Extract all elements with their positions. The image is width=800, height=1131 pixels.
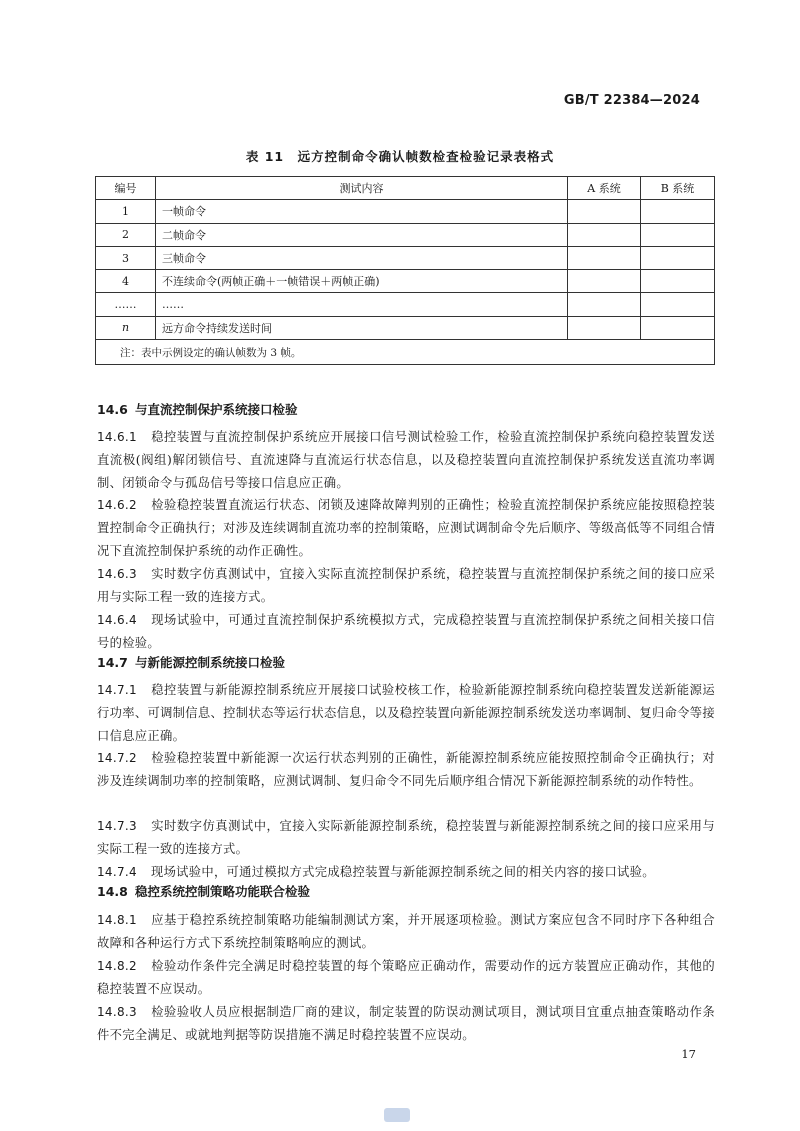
row-content: 一帧命令: [156, 200, 568, 223]
row-number: ……: [96, 293, 156, 316]
page-number: 17: [681, 1047, 696, 1061]
cell-a-system: [568, 293, 641, 316]
table-row: [96, 223, 715, 246]
clause-number: 14.6.4: [97, 613, 137, 627]
clause-text: 检验动作条件完全满足时稳控装置的每个策略应正确动作，需要动作的远方装置应正确动作，其他的稳控装置不应误动。: [97, 959, 715, 996]
clause-text: 检验稳控装置中新能源一次运行状态判别的正确性，新能源控制系统应能按照控制命令正确执行；对涉及连续调制功率的控制策略，应测试调制、复归命令不同先后顺序组合情况下新能源控制系统的动作特性。: [97, 751, 715, 788]
cell-a-system: [568, 200, 641, 223]
section-heading: [97, 882, 310, 900]
clause-number: 14.7.4: [97, 865, 137, 879]
row-content: 远方命令持续发送时间: [156, 316, 568, 339]
cell-b-system: [641, 293, 715, 316]
column-header: 编号: [96, 177, 156, 200]
clause-number: 14.7.3: [97, 819, 137, 833]
clause-number: 14.7.1: [97, 683, 137, 697]
row-content: 三帧命令: [156, 246, 568, 269]
section-heading: [97, 653, 285, 671]
clause-text: 现场试验中，可通过直流控制保护系统模拟方式，完成稳控装置与直流控制保护系统之间相关接口信号的检验。: [97, 613, 715, 650]
paragraph: [97, 861, 715, 884]
table-row: [96, 246, 715, 269]
paragraph: [97, 955, 715, 1001]
cell-b-system: [641, 270, 715, 293]
cell-a-system: [568, 316, 641, 339]
record-table: [95, 176, 715, 365]
table-header-row: [96, 177, 715, 200]
table-row: [96, 200, 715, 223]
clause-number: 14.6.3: [97, 567, 137, 581]
clause-number: 14.8.1: [97, 913, 137, 927]
table-row: [96, 316, 715, 339]
clause-text: 实时数字仿真测试中，宜接入实际新能源控制系统，稳控装置与新能源控制系统之间的接口应采用与实际工程一致的连接方式。: [97, 819, 715, 856]
section-title: 稳控系统控制策略功能联合检验: [135, 884, 311, 899]
clause-text: 应基于稳控系统控制策略功能编制测试方案，并开展逐项检验。测试方案应包含不同时序下各种组合故障和各种运行方式下系统控制策略响应的测试。: [97, 913, 715, 950]
row-content: ……: [156, 293, 568, 316]
standard-code: GB/T 22384—2024: [563, 93, 700, 108]
section-number: 14.8: [97, 884, 128, 899]
clause-text: 稳控装置与新能源控制系统应开展接口试验校核工作，检验新能源控制系统向稳控装置发送新能源运行功率、可调制信息、控制状态等运行状态信息，以及稳控装置向新能源控制系统发送功率调制、复归命令等接口信息应正确。: [97, 683, 715, 743]
row-content: 不连续命令(两帧正确＋一帧错误＋两帧正确): [156, 270, 568, 293]
section-title: 与直流控制保护系统接口检验: [135, 402, 298, 417]
column-header: A 系统: [568, 177, 641, 200]
cell-b-system: [641, 223, 715, 246]
cell-b-system: [641, 246, 715, 269]
paragraph: [97, 679, 715, 747]
cell-b-system: [641, 316, 715, 339]
paragraph: [97, 609, 715, 655]
clause-number: 14.8.2: [97, 959, 137, 973]
watermark-logo: [384, 1108, 410, 1122]
row-content: 二帧命令: [156, 223, 568, 246]
cell-b-system: [641, 200, 715, 223]
paragraph: [97, 747, 715, 793]
table-row: [96, 293, 715, 316]
clause-number: 14.8.3: [97, 1005, 137, 1019]
paragraph: [97, 426, 715, 494]
row-number: 3: [96, 246, 156, 269]
row-number: 1: [96, 200, 156, 223]
cell-a-system: [568, 223, 641, 246]
clause-text: 检验验收人员应根据制造厂商的建议，制定装置的防误动测试项目，测试项目宜重点抽查策略动作条件不完全满足、或就地判据等防误措施不满足时稳控装置不应误动。: [97, 1005, 715, 1042]
clause-number: 14.6.2: [97, 498, 137, 512]
table-title: 表 11 远方控制命令确认帧数检查检验记录表格式: [245, 149, 555, 164]
cell-a-system: [568, 246, 641, 269]
clause-text: 稳控装置与直流控制保护系统应开展接口信号测试检验工作，检验直流控制保护系统向稳控装置发送直流极(阀组)解闭锁信号、直流速降与直流运行状态信息，以及稳控装置向直流控制保护系统发送直流功率调制、闭锁命令与孤岛信号等接口信息应正确。: [97, 430, 715, 490]
section-number: 14.7: [97, 655, 128, 670]
row-number: 4: [96, 270, 156, 293]
paragraph: [97, 494, 715, 562]
column-header: B 系统: [641, 177, 715, 200]
row-number: 2: [96, 223, 156, 246]
paragraph: [97, 1001, 715, 1047]
row-number: n: [96, 316, 156, 339]
section-title: 与新能源控制系统接口检验: [135, 655, 286, 670]
paragraph: [97, 563, 715, 609]
table-note: 注：表中示例设定的确认帧数为 3 帧。: [96, 340, 715, 365]
clause-text: 现场试验中，可通过模拟方式完成稳控装置与新能源控制系统之间的相关内容的接口试验。: [150, 865, 655, 879]
clause-text: 检验稳控装置直流运行状态、闭锁及速降故障判别的正确性；检验直流控制保护系统应能按照稳控装置控制命令正确执行；对涉及连续调制直流功率的控制策略，应测试调制命令先后顺序、等级高低等不同组合情况下直流控制保护系统的动作正确性。: [97, 498, 715, 558]
paragraph: [97, 909, 715, 955]
clause-number: 14.7.2: [97, 751, 137, 765]
column-header: 测试内容: [156, 177, 568, 200]
cell-a-system: [568, 270, 641, 293]
section-number: 14.6: [97, 402, 128, 417]
table-note-row: [96, 340, 715, 365]
clause-number: 14.6.1: [97, 430, 137, 444]
clause-text: 实时数字仿真测试中，宜接入实际直流控制保护系统，稳控装置与直流控制保护系统之间的接口应采用与实际工程一致的连接方式。: [97, 567, 715, 604]
section-heading: [97, 400, 298, 418]
table-row: [96, 270, 715, 293]
paragraph: [97, 815, 715, 861]
